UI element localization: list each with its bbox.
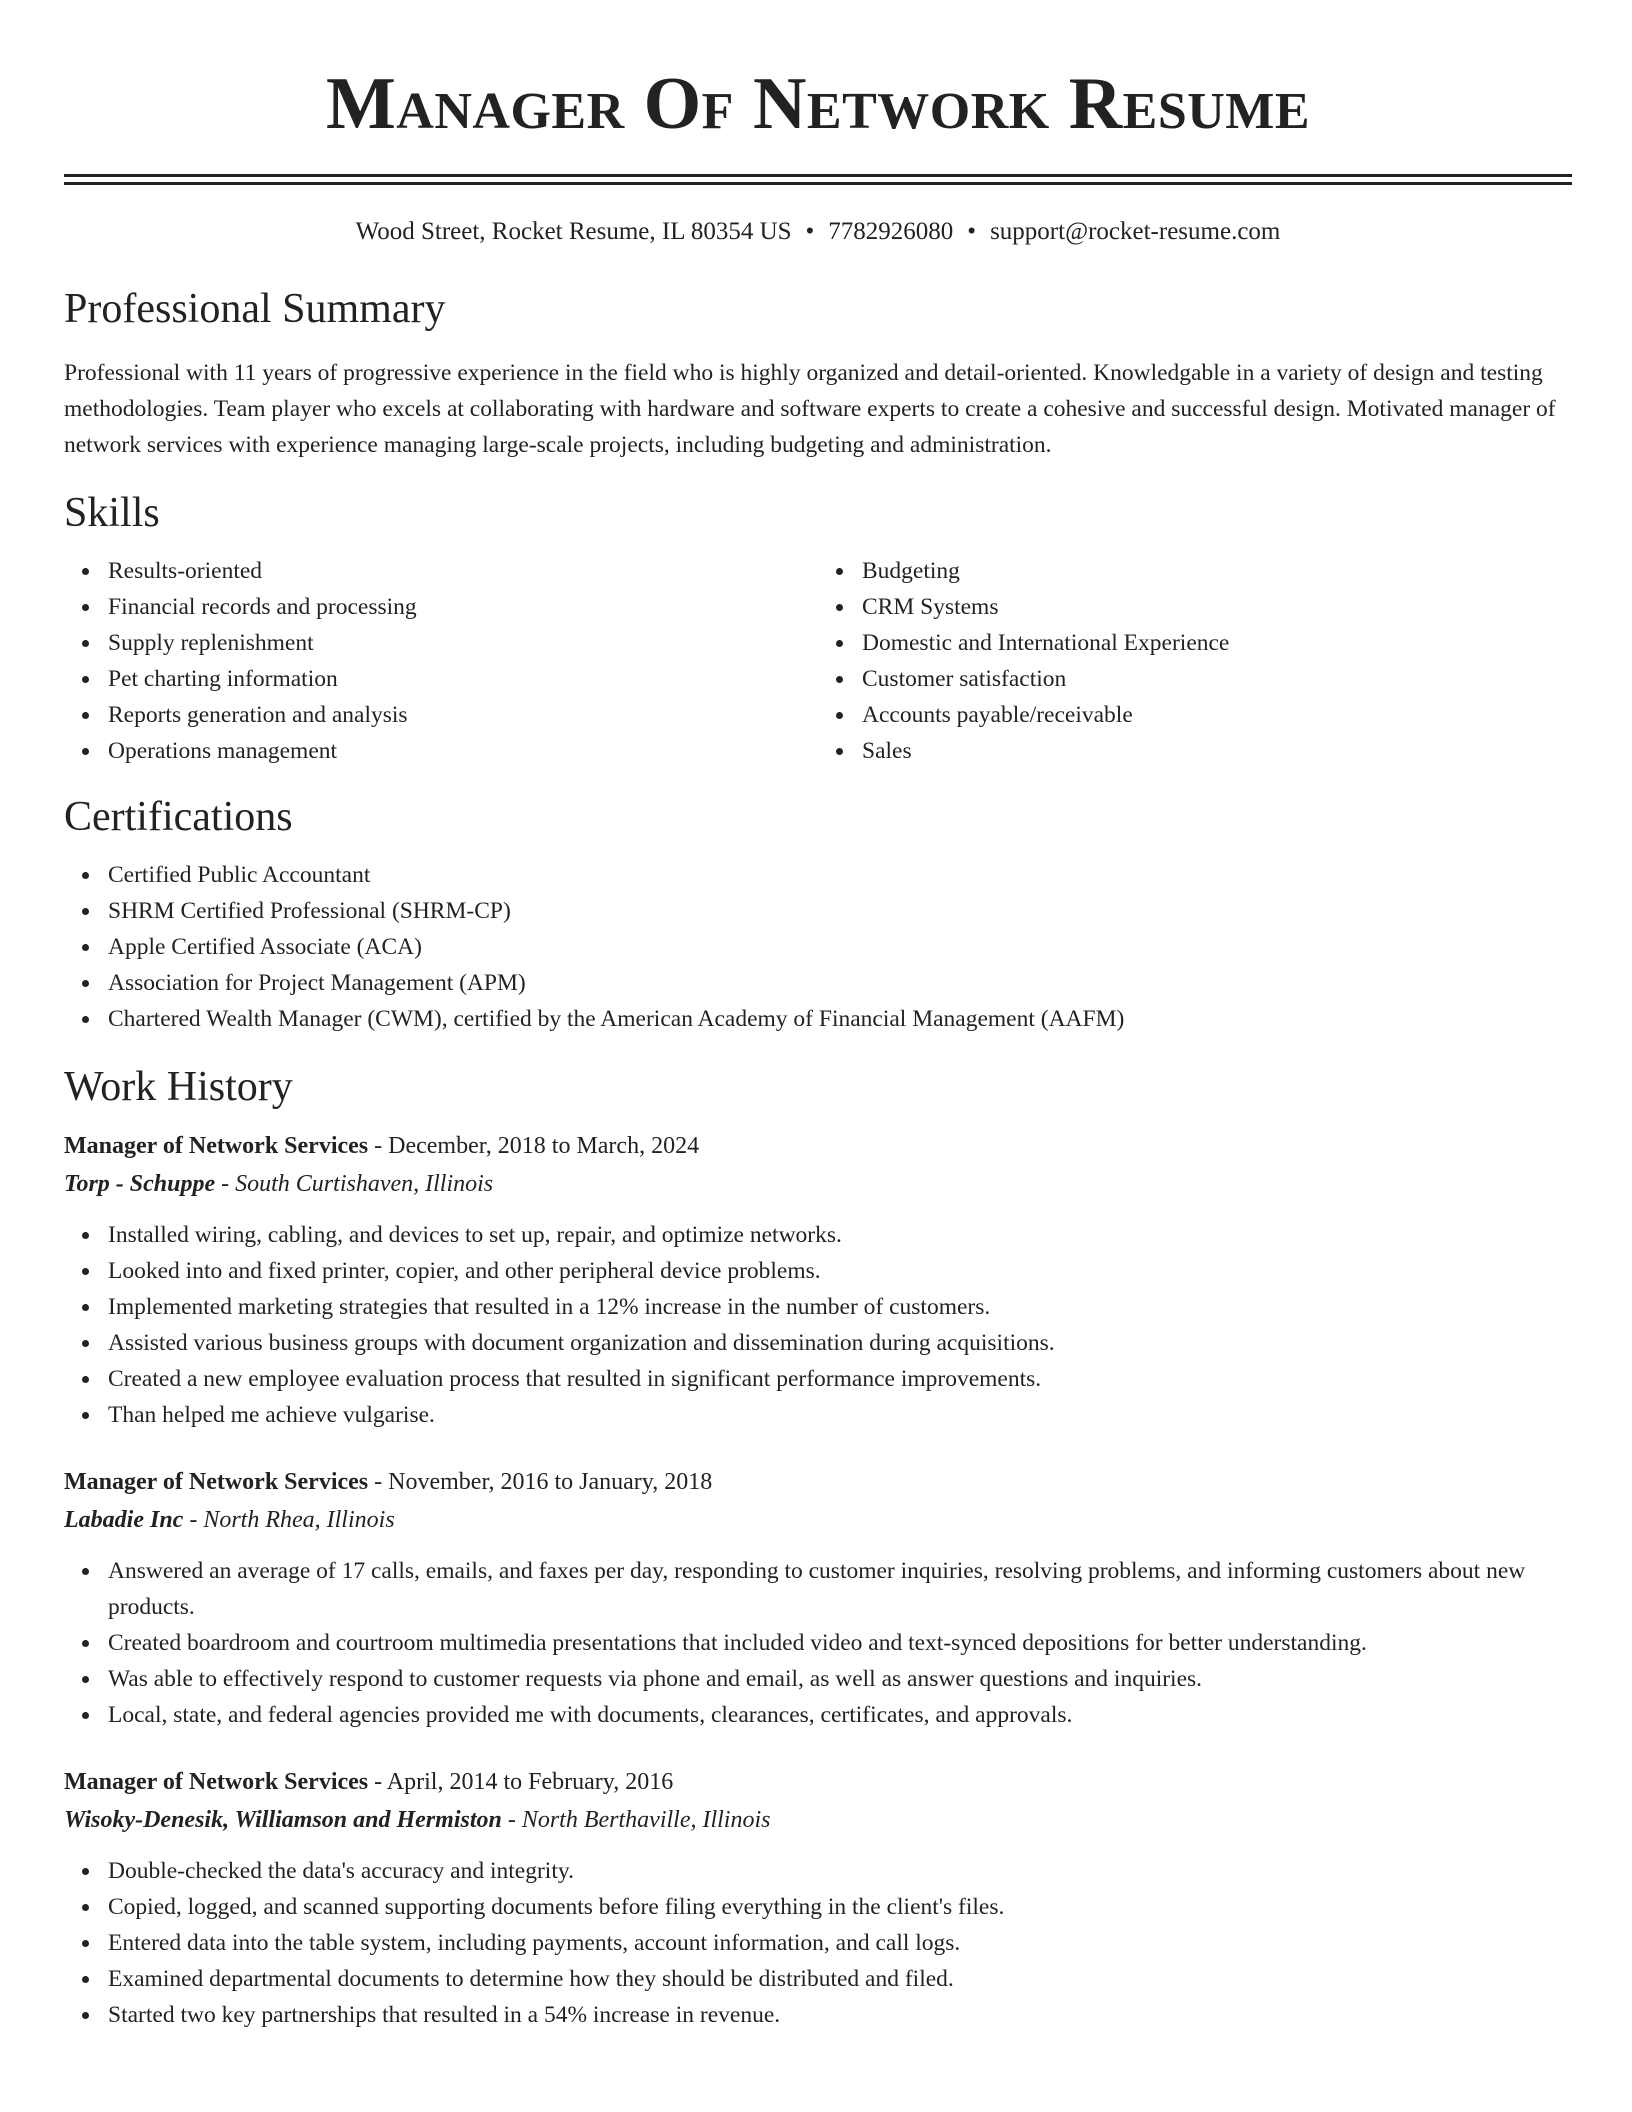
company-name: Wisoky-Denesik, Williamson and Hermiston — [64, 1807, 502, 1833]
company-name: Torp - Schuppe — [64, 1171, 216, 1197]
skill-item: Domestic and International Experience — [862, 625, 1572, 661]
certifications-list — [64, 857, 1572, 1037]
contact-separator: • — [805, 218, 815, 245]
resume-page — [64, 0, 1572, 2033]
summary-text: Professional with 11 years of progressive experience in the field who is highly organized and detail-oriented. Knowledgable in a variety of design and testing methodologies. Team player who excels at collaborating with hardware and software experts to create a cohesive and successful design. Motivated manager of network services with experience managing large-scale projects, including budgeting and administration. — [64, 360, 1556, 458]
company-name: Labadie Inc — [64, 1507, 184, 1533]
job-bullet: Examined departmental documents to determine how they should be distributed and filed. — [108, 1961, 1572, 1997]
job-bullets — [64, 1217, 1572, 1433]
contact-email: support@rocket-resume.com — [990, 218, 1281, 245]
job-title: Manager of Network Services — [64, 1769, 369, 1795]
company-location: - North Rhea, Illinois — [183, 1507, 395, 1533]
job-dates: - April, 2014 to February, 2016 — [368, 1769, 674, 1795]
skill-item: Sales — [862, 733, 1572, 769]
job-bullet: Entered data into the table system, including payments, account information, and call logs. — [108, 1925, 1572, 1961]
job-entry — [64, 1127, 1572, 1433]
skill-item: Financial records and processing — [108, 589, 818, 625]
job-bullet: Copied, logged, and scanned supporting documents before filing everything in the client's files. — [108, 1889, 1572, 1925]
skill-item: Pet charting information — [108, 661, 818, 697]
skill-item: CRM Systems — [862, 589, 1572, 625]
resume-title: Manager Of Network Resume — [325, 63, 1311, 145]
job-title-line — [64, 1763, 1572, 1801]
work-history-heading: Work History — [64, 1064, 293, 1110]
job-entry — [64, 1463, 1572, 1733]
job-bullet: Was able to effectively respond to customer requests via phone and email, as well as answer questions and inquiries. — [108, 1661, 1572, 1697]
job-bullet: Local, state, and federal agencies provided me with documents, clearances, certificates, and approvals. — [108, 1697, 1572, 1733]
skill-item: Accounts payable/receivable — [862, 697, 1572, 733]
skill-item: Operations management — [108, 733, 818, 769]
title-rule-top — [64, 174, 1572, 177]
job-bullet: Assisted various business groups with document organization and dissemination during acquisitions. — [108, 1325, 1572, 1361]
job-entry — [64, 1763, 1572, 2033]
skills-column-left — [64, 553, 818, 769]
contact-address: Wood Street, Rocket Resume, IL 80354 US — [355, 218, 792, 245]
job-bullets — [64, 1853, 1572, 2033]
certification-item: Association for Project Management (APM) — [108, 965, 1572, 1001]
skills-column-right — [818, 553, 1572, 769]
skill-item: Budgeting — [862, 553, 1572, 589]
job-title-line — [64, 1127, 1572, 1165]
skills-list — [64, 553, 1572, 769]
company-location: - South Curtishaven, Illinois — [215, 1171, 494, 1197]
skill-item: Results-oriented — [108, 553, 818, 589]
title-rule-bottom — [64, 182, 1572, 185]
contact-line — [64, 217, 1572, 247]
certification-item: SHRM Certified Professional (SHRM-CP) — [108, 893, 1572, 929]
job-bullet: Installed wiring, cabling, and devices to set up, repair, and optimize networks. — [108, 1217, 1572, 1253]
job-bullet: Double-checked the data's accuracy and integrity. — [108, 1853, 1572, 1889]
skill-item: Reports generation and analysis — [108, 697, 818, 733]
job-dates: - November, 2016 to January, 2018 — [368, 1469, 713, 1495]
job-dates: - December, 2018 to March, 2024 — [368, 1133, 700, 1159]
contact-separator: • — [967, 218, 977, 245]
job-bullets — [64, 1553, 1572, 1733]
job-title: Manager of Network Services — [64, 1133, 369, 1159]
certification-item: Chartered Wealth Manager (CWM), certified by the American Academy of Financial Management (AAFM) — [108, 1001, 1572, 1037]
summary-heading: Professional Summary — [64, 286, 446, 332]
job-bullet: Answered an average of 17 calls, emails, and faxes per day, responding to customer inquiries, resolving problems, and informing customers about new products. — [108, 1553, 1572, 1625]
certification-item: Apple Certified Associate (ACA) — [108, 929, 1572, 965]
job-bullet: Looked into and fixed printer, copier, and other peripheral device problems. — [108, 1253, 1572, 1289]
job-bullet: Created boardroom and courtroom multimedia presentations that included video and text-synced depositions for better understanding. — [108, 1625, 1572, 1661]
skill-item: Customer satisfaction — [862, 661, 1572, 697]
job-title: Manager of Network Services — [64, 1469, 369, 1495]
company-line — [64, 1165, 1572, 1203]
job-bullet: Than helped me achieve vulgarise. — [108, 1397, 1572, 1433]
contact-phone: 7782926080 — [828, 218, 954, 245]
skills-heading: Skills — [64, 490, 160, 536]
company-location: - North Berthaville, Illinois — [501, 1807, 771, 1833]
job-title-line — [64, 1463, 1572, 1501]
job-bullet: Implemented marketing strategies that resulted in a 12% increase in the number of customers. — [108, 1289, 1572, 1325]
certification-item: Certified Public Accountant — [108, 857, 1572, 893]
job-bullet: Created a new employee evaluation process that resulted in significant performance improvements. — [108, 1361, 1572, 1397]
company-line — [64, 1801, 1572, 1839]
job-bullet: Started two key partnerships that resulted in a 54% increase in revenue. — [108, 1997, 1572, 2033]
skill-item: Supply replenishment — [108, 625, 818, 661]
certifications-heading: Certifications — [64, 794, 293, 840]
company-line — [64, 1501, 1572, 1539]
